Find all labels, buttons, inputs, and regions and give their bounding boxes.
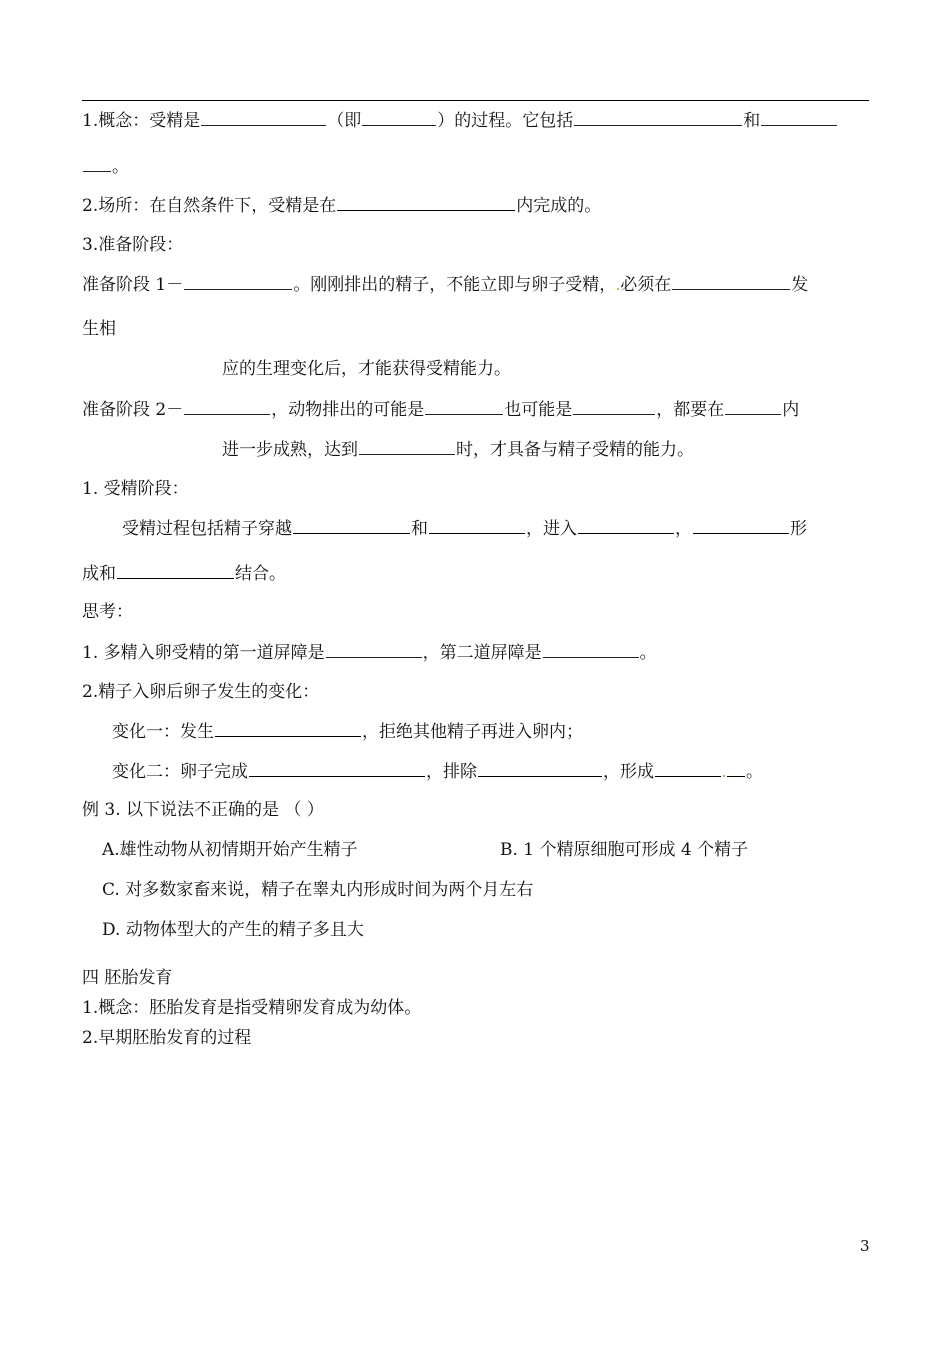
prep2-indent <box>222 438 694 461</box>
example-stem: 例 3. 以下说法不正确的是 （ ） <box>82 800 324 820</box>
text: ，第二道屏障是 <box>422 643 542 663</box>
blank-field[interactable] <box>761 109 837 126</box>
text: 。 <box>746 762 763 782</box>
text: ，排除 <box>426 762 477 782</box>
text: 内 <box>782 400 800 420</box>
text: 和 <box>411 519 428 539</box>
think-heading: 思考： <box>82 602 133 622</box>
blank-field[interactable] <box>574 109 742 126</box>
blank-field[interactable] <box>362 109 436 126</box>
mark-dot <box>723 775 725 777</box>
think-q2: 2.精子入卵后卵子发生的变化： <box>82 682 320 702</box>
blank-field[interactable] <box>249 760 425 777</box>
text: ，拒绝其他精子再进入卵内； <box>362 722 583 742</box>
blank-field[interactable] <box>672 273 790 290</box>
text: 准备阶段 1－ <box>82 275 184 295</box>
blank-field[interactable] <box>578 517 674 534</box>
text: 时，才具备与精子受精的能力。 <box>456 440 694 460</box>
text: ，形成 <box>603 762 654 782</box>
mark-dot <box>617 288 619 290</box>
text: ）的过程。它包括 <box>437 111 574 131</box>
blank-field[interactable] <box>655 760 721 777</box>
prep1-line <box>82 273 808 296</box>
section4-concept: 1.概念：胚胎发育是指受精卵发育成为幼体。 <box>82 998 422 1018</box>
blank-field[interactable] <box>215 720 361 737</box>
text: ，动物排出的可能是 <box>271 400 425 420</box>
think-q1 <box>82 641 657 664</box>
text: 内完成的。 <box>516 196 602 216</box>
blank-field[interactable] <box>725 398 781 415</box>
option-d[interactable]: D. 动物体型大的产生的精子多且大 <box>102 920 364 940</box>
page-number: 3 <box>860 1237 870 1255</box>
section4-process: 2.早期胚胎发育的过程 <box>82 1028 252 1048</box>
text: 变化一：发生 <box>112 722 214 742</box>
blank-field[interactable] <box>184 398 270 415</box>
text: 。 <box>639 643 657 663</box>
text: 也可能是 <box>504 400 573 420</box>
text: 。 <box>112 157 129 177</box>
section4-title: 四 胚胎发育 <box>82 968 173 988</box>
blank-field[interactable] <box>83 155 111 172</box>
blank-field[interactable] <box>429 517 525 534</box>
place-line <box>82 194 601 217</box>
blank-field[interactable] <box>201 109 326 126</box>
text: ，都要在 <box>656 400 725 420</box>
blank-field[interactable] <box>693 517 789 534</box>
concept-line <box>82 109 838 132</box>
blank-field[interactable] <box>293 517 410 534</box>
text: 1.概念：受精是 <box>82 111 201 131</box>
prep2-line <box>82 398 799 421</box>
text: 受精过程包括精子穿越 <box>122 519 292 539</box>
fert-line-cont <box>82 562 286 585</box>
blank-field[interactable] <box>117 562 234 579</box>
fert-line <box>122 517 807 540</box>
prep-heading: 3.准备阶段： <box>82 235 184 255</box>
blank-field[interactable] <box>425 398 503 415</box>
top-rule <box>82 100 869 101</box>
text: 发 <box>791 275 809 295</box>
text: 和 <box>743 111 761 131</box>
option-a[interactable]: A.雄性动物从初情期开始产生精子 <box>102 840 358 860</box>
blank-field[interactable] <box>337 194 515 211</box>
text: 变化二：卵子完成 <box>112 762 248 782</box>
blank-field[interactable] <box>326 641 422 658</box>
blank-field[interactable] <box>727 760 745 777</box>
fert-heading: 1. 受精阶段： <box>82 479 189 499</box>
text: 必须在 <box>620 275 672 295</box>
text: 结合。 <box>235 564 286 584</box>
text: ，进入 <box>526 519 577 539</box>
text: 形 <box>790 519 807 539</box>
text: （即 <box>327 111 362 131</box>
text: 2.场所：在自然条件下，受精是在 <box>82 196 337 216</box>
prep1-indent: 应的生理变化后，才能获得受精能力。 <box>222 359 511 379</box>
blank-field[interactable] <box>359 438 455 455</box>
blank-field[interactable] <box>573 398 655 415</box>
concept-line-cont <box>82 155 129 178</box>
change-two <box>112 760 763 783</box>
option-b[interactable]: B. 1 个精原细胞可形成 4 个精子 <box>500 840 749 860</box>
blank-field[interactable] <box>543 641 639 658</box>
text: 成和 <box>82 564 116 584</box>
prep1-cont: 生相 <box>82 319 116 339</box>
blank-field[interactable] <box>184 273 292 290</box>
blank-field[interactable] <box>478 760 602 777</box>
text: 1. 多精入卵受精的第一道屏障是 <box>82 643 325 663</box>
change-one <box>112 720 583 743</box>
text: 准备阶段 2－ <box>82 400 184 420</box>
text: ， <box>675 519 692 539</box>
text: 。刚刚排出的精子，不能立即与卵子受精， <box>293 275 617 295</box>
text: 进一步成熟，达到 <box>222 440 358 460</box>
option-c[interactable]: C. 对多数家畜来说，精子在睾丸内形成时间为两个月左右 <box>102 880 534 900</box>
